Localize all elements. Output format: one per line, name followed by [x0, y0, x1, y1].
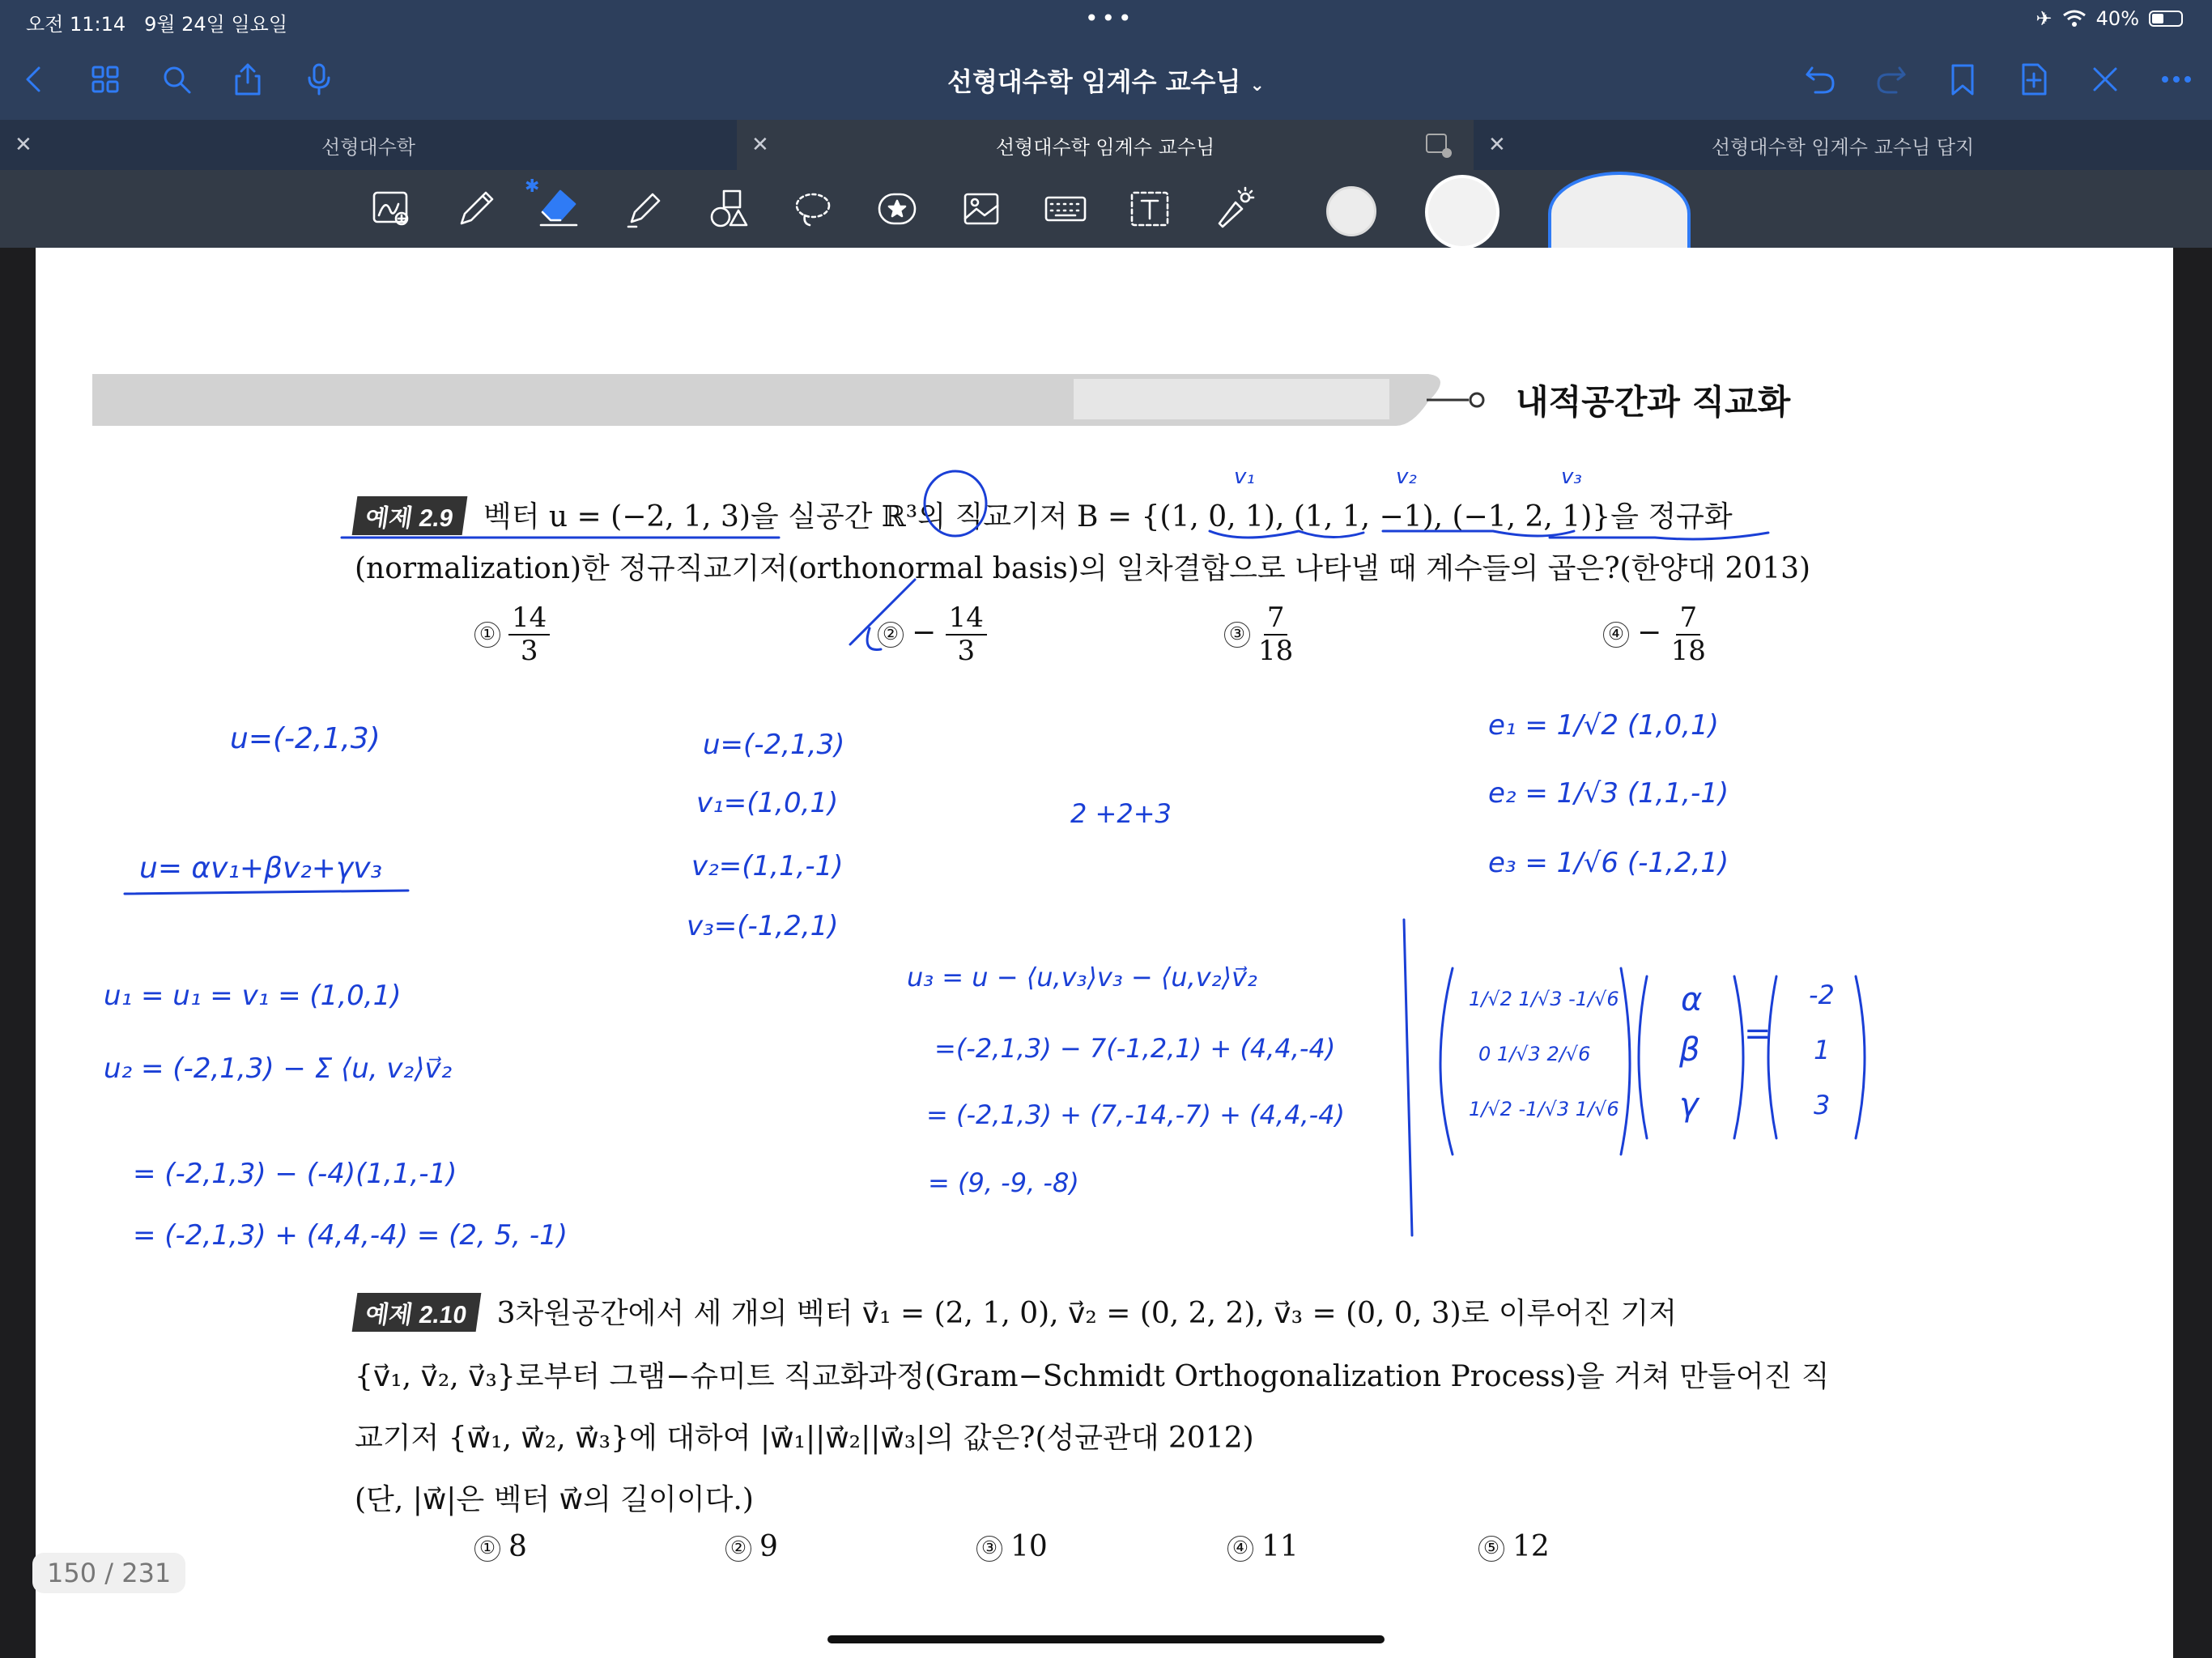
note-u-copy: u=(-2,1,3) [703, 729, 845, 761]
status-date: 9월 24일 일요일 [144, 13, 288, 36]
option-1[interactable]: ① $\frac{14}{3}$ [474, 602, 550, 667]
status-right [2036, 7, 2183, 30]
example-2-10 [355, 1290, 1677, 1332]
page-counter: 150 / 231 [32, 1553, 185, 1593]
undo-icon[interactable] [1797, 57, 1843, 102]
home-indicator[interactable] [827, 1635, 1385, 1643]
note-linear-combination: u= αv₁+βv₂+γv₃ [139, 852, 382, 885]
color-swatch-gray[interactable] [1326, 186, 1376, 236]
shapes-icon[interactable] [701, 181, 756, 236]
text-box-icon[interactable] [1122, 181, 1177, 236]
sticker-icon[interactable] [870, 181, 925, 236]
note-v1: v₁=(1,0,1) [696, 787, 839, 819]
example-badge: 예제 2.10 [352, 1293, 481, 1332]
tab-bar [0, 120, 2212, 170]
section-title: 내적공간과 직교화 [1516, 382, 1791, 422]
highlighter-icon[interactable] [617, 181, 672, 236]
problem-text-line4: (단, |w⃗|은 벡터 w⃗의 길이이다.) [355, 1483, 754, 1516]
split-view-icon[interactable] [1425, 131, 1453, 159]
note-u3: u₃ = u − ⟨u,v₃⟩v₃ − ⟨u,v₂⟩v⃗₂ [907, 962, 1257, 993]
bluetooth-icon: ✱ [525, 176, 540, 197]
matrix-row-3: 1/√2 -1/√3 1/√6 [1469, 1098, 1619, 1120]
back-icon[interactable] [11, 57, 57, 102]
note-v2-label: v₂ [1396, 465, 1417, 489]
tab-label: 선형대수학 [321, 135, 415, 159]
problem-text: 3차원공간에서 세 개의 벡터 v⃗₁ = (2, 1, 0), v⃗₂ = (0, 2, 2), v⃗₃ = (0, 0, 3)로 이루어진 기저 [496, 1297, 1677, 1330]
keyboard-icon[interactable] [1038, 181, 1093, 236]
problem-text: 벡터 u = (−2, 1, 3)을 실공간 ℝ³의 직교기저 B = {(1, 0, 1), (1, 1, −1), (−1, 2, 1)}을 정규화 [483, 500, 1733, 534]
matrix-row-2: 0 1/√3 2/√6 [1478, 1043, 1591, 1065]
note-v1-label: v₁ [1234, 465, 1255, 489]
wifi-icon [2062, 10, 2087, 28]
matrix-gamma: γ [1679, 1086, 1699, 1124]
note-u2: u₂ = (-2,1,3) − Σ ⟨u, v₂⟩v⃗₂ [104, 1052, 453, 1085]
note-u3-step1: =(-2,1,3) − 7(-1,2,1) + (4,4,-4) [934, 1033, 1336, 1064]
document-title[interactable]: 선형대수학 임계수 교수님 ⌄ [947, 66, 1265, 97]
color-swatch-white[interactable] [1425, 175, 1499, 249]
chevron-down-icon: ⌄ [1249, 75, 1265, 96]
drawing-toolbar [0, 170, 2212, 248]
option-1[interactable]: ① 8 [474, 1530, 527, 1563]
nav-bar [0, 39, 2212, 120]
option-2[interactable]: ② 9 [725, 1530, 778, 1563]
tab-2[interactable] [737, 120, 1474, 170]
note-u: u=(-2,1,3) [230, 722, 381, 755]
close-icon[interactable]: ✕ [1488, 133, 1506, 157]
multitasking-dots-icon[interactable]: ••• [1085, 5, 1135, 32]
close-edit-icon[interactable] [2082, 57, 2128, 102]
matrix-b3: 3 [1814, 1090, 1831, 1120]
lasso-icon[interactable] [785, 181, 840, 236]
color-swatch-selected[interactable] [1548, 172, 1691, 256]
option-4[interactable]: ④ 11 [1227, 1530, 1299, 1563]
problem-text-line2: {v⃗₁, v⃗₂, v⃗₃}로부터 그램−슈미트 직교화과정(Gram−Schmidt Orthogonalization Process)을 거쳐 만들어진 직 [355, 1360, 1830, 1393]
problem-text-line2: (normalization)한 정규직교기저(orthonormal basis)의 일차결합으로 나타낼 때 계수들의 곱은?(한양대 2013) [355, 552, 1811, 585]
matrix-beta: β [1679, 1031, 1700, 1069]
option-3[interactable]: ③ 10 [976, 1530, 1048, 1563]
option-2[interactable]: ② − $\frac{14}{3}$ [878, 602, 987, 667]
note-u1: u₁ = u₁ = v₁ = (1,0,1) [104, 980, 402, 1012]
note-v3-label: v₃ [1561, 465, 1582, 489]
pdf-page[interactable] [36, 248, 2173, 1658]
pen-icon[interactable] [449, 181, 504, 236]
matrix-alpha: α [1681, 981, 1703, 1018]
zoom-window-icon[interactable] [364, 181, 419, 236]
image-icon[interactable] [954, 181, 1009, 236]
note-u3-step2: = (-2,1,3) + (7,-14,-7) + (4,4,-4) [926, 1099, 1346, 1130]
note-e2: e₂ = 1/√3 (1,1,-1) [1488, 777, 1729, 810]
close-icon[interactable]: ✕ [751, 133, 769, 157]
matrix-b1: -2 [1809, 980, 1835, 1010]
search-icon[interactable] [154, 57, 199, 102]
matrix-equals: = [1744, 1015, 1772, 1052]
note-v3: v₃=(-1,2,1) [687, 910, 839, 942]
bookmark-icon[interactable] [1940, 57, 1985, 102]
option-3[interactable]: ③ $\frac{7}{18}$ [1224, 602, 1293, 667]
status-time: 오전 11:14 9월 24일 일요일 [26, 13, 288, 36]
close-icon[interactable]: ✕ [15, 133, 32, 157]
matrix-b2: 1 [1814, 1035, 1831, 1065]
note-e1: e₁ = 1/√2 (1,0,1) [1488, 709, 1719, 742]
matrix-row-1: 1/√2 1/√3 -1/√6 [1469, 988, 1619, 1010]
tab-label: 선형대수학 임계수 교수님 답지 [1711, 135, 1975, 159]
note-u2-step2: = (-2,1,3) + (4,4,-4) = (2, 5, -1) [133, 1219, 568, 1252]
note-u2-step1: = (-2,1,3) − (-4)(1,1,-1) [133, 1158, 457, 1190]
tab-1[interactable] [0, 120, 737, 170]
tab-3[interactable] [1474, 120, 2212, 170]
battery-percent: 40% [2095, 7, 2139, 30]
note-sum: 2 +2+3 [1070, 798, 1172, 829]
problem-text-line3: 교기저 {w⃗₁, w⃗₂, w⃗₃}에 대하여 |w⃗₁||w⃗₂||w⃗₃|의 값은?(성균관대 2012) [355, 1422, 1254, 1455]
tab-label: 선형대수학 임계수 교수님 [995, 135, 1215, 159]
note-u3-result: = (9, -9, -8) [928, 1167, 1079, 1198]
laser-pointer-icon[interactable] [1206, 181, 1261, 236]
airplane-icon: ✈ [2035, 7, 2052, 30]
add-page-icon[interactable] [2011, 57, 2057, 102]
thumbnails-grid-icon[interactable] [83, 57, 128, 102]
note-e3: e₃ = 1/√6 (-1,2,1) [1488, 847, 1729, 879]
more-icon[interactable] [2154, 57, 2199, 102]
microphone-icon[interactable] [296, 57, 342, 102]
share-icon[interactable] [225, 57, 270, 102]
example-badge: 예제 2.9 [352, 496, 468, 535]
redo-icon[interactable] [1869, 57, 1914, 102]
option-4[interactable]: ④ − $\frac{7}{18}$ [1603, 602, 1706, 667]
note-v2: v₂=(1,1,-1) [691, 850, 844, 882]
status-bar [0, 0, 2212, 39]
option-5[interactable]: ⑤ 12 [1478, 1530, 1550, 1563]
battery-icon [2149, 11, 2183, 27]
